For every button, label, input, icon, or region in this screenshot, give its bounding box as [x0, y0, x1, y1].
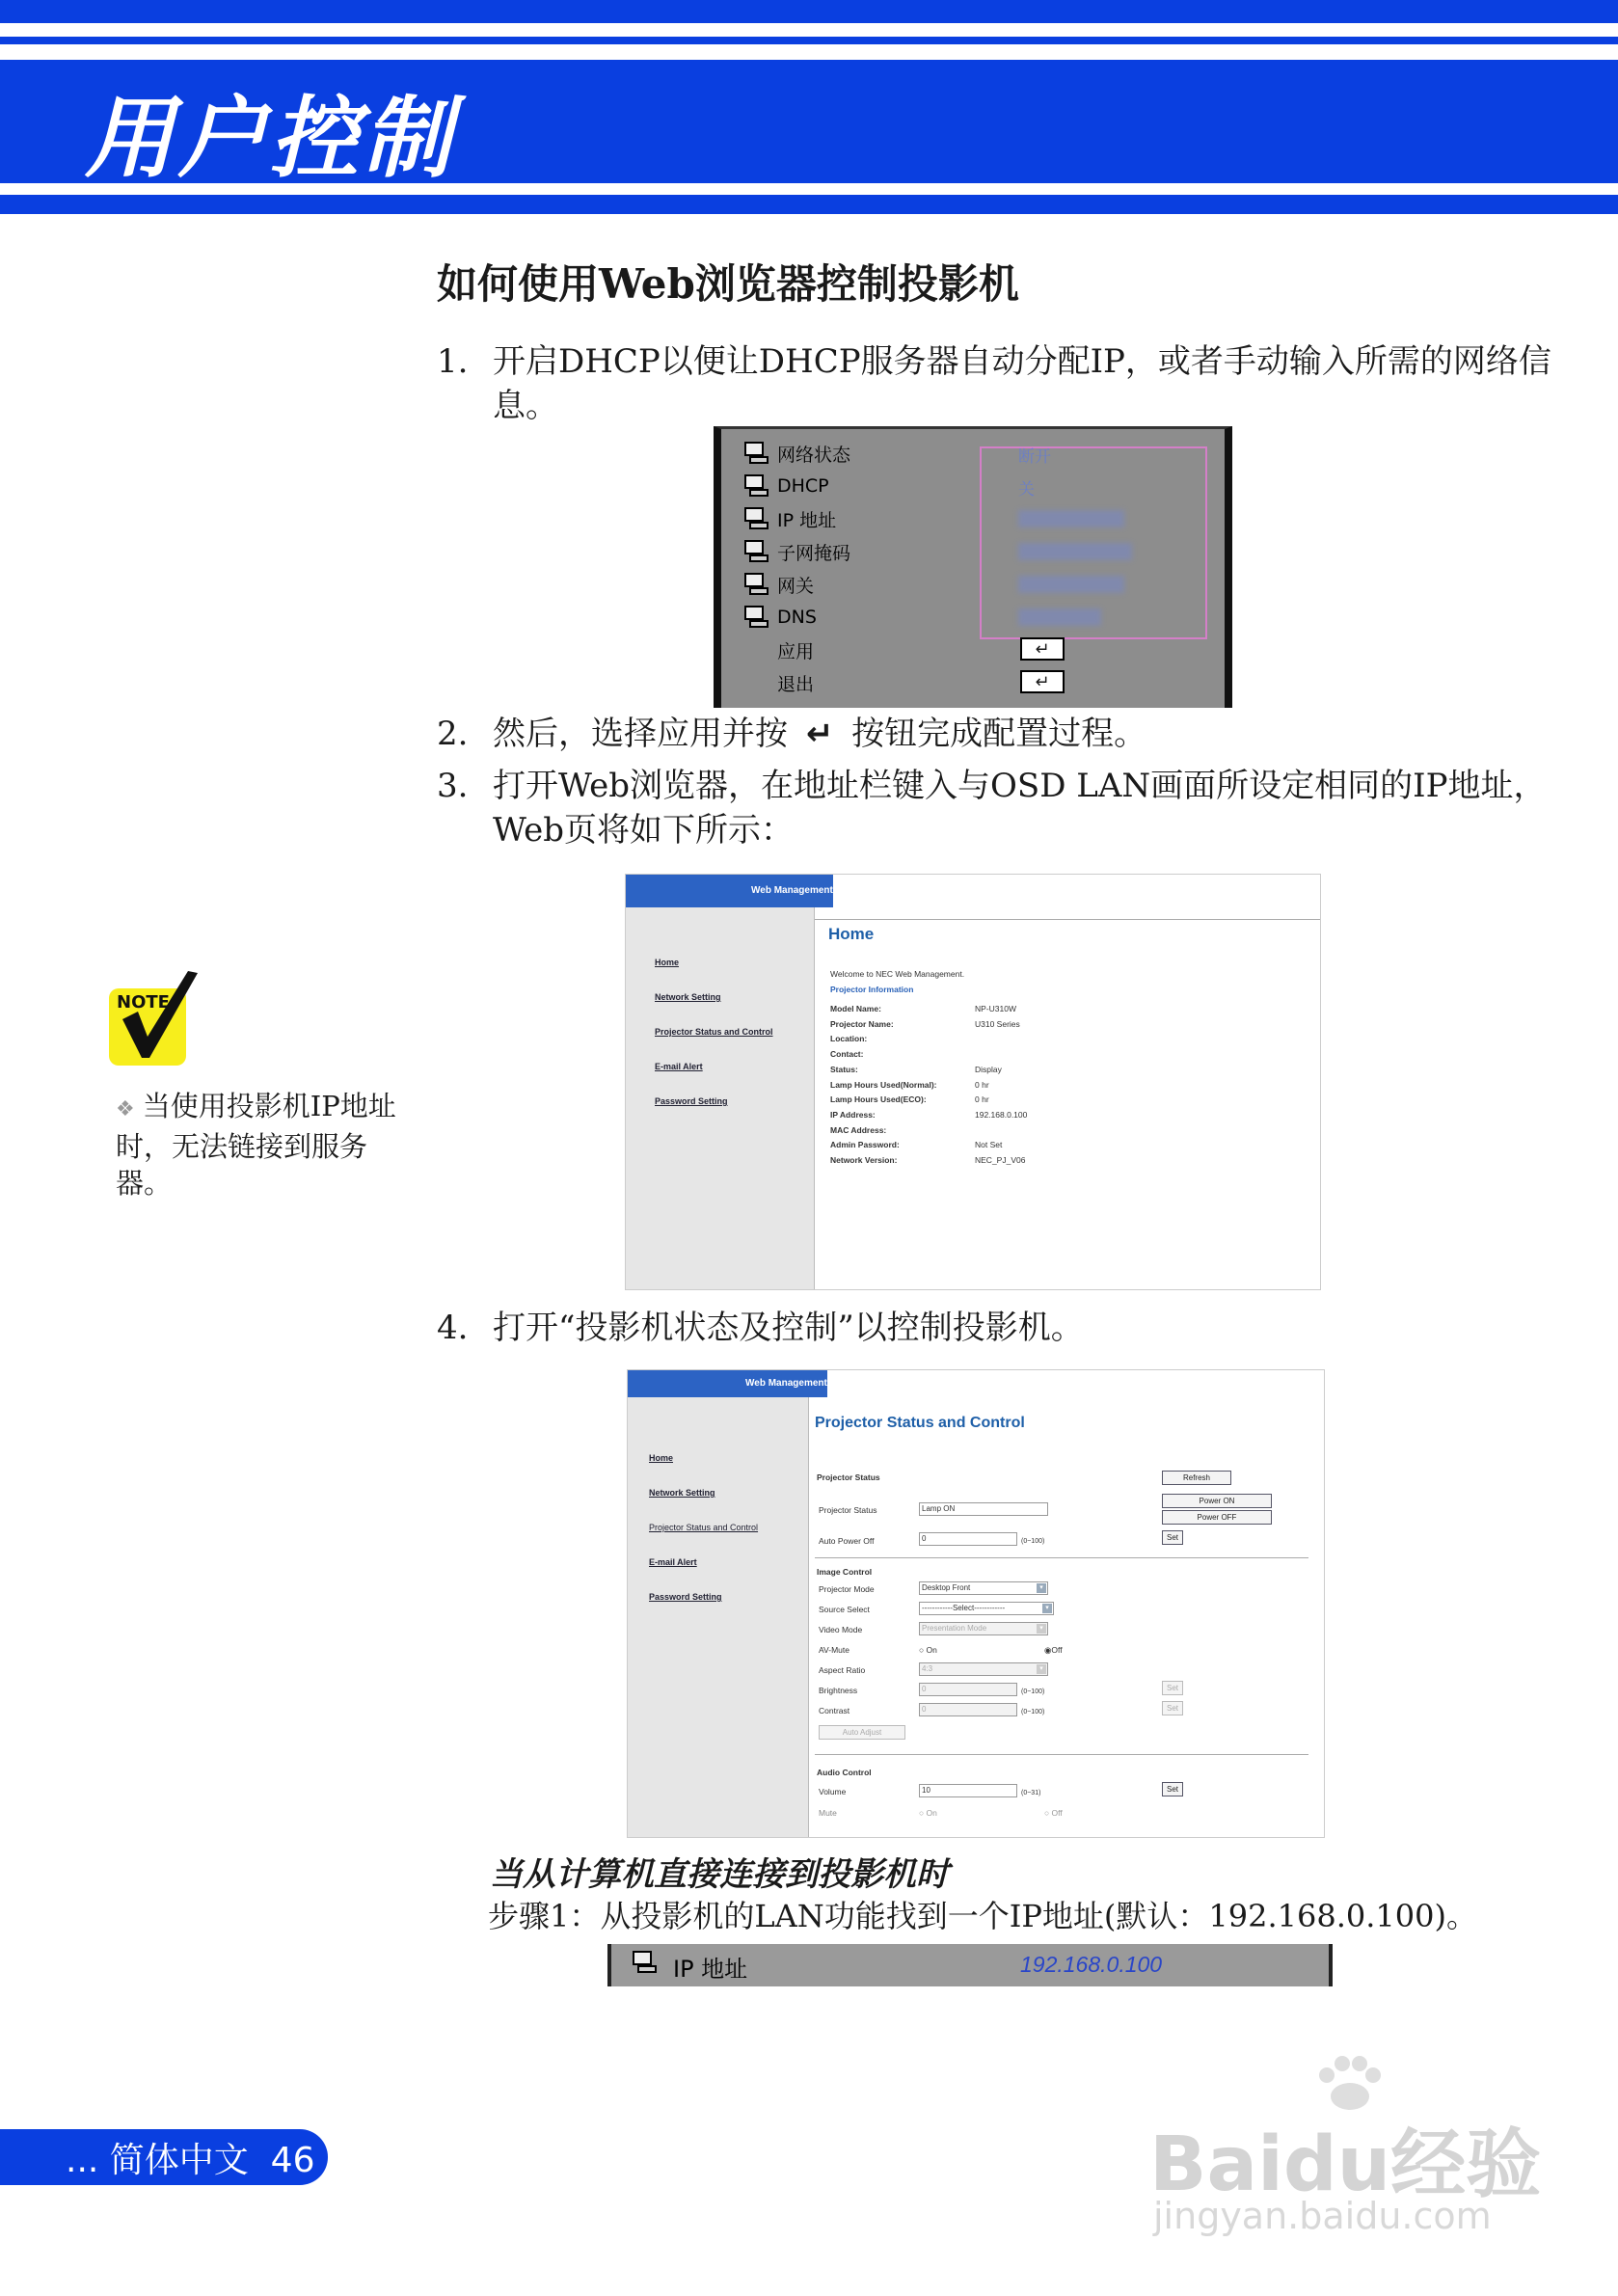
audio-section-header: Audio Control	[817, 1768, 872, 1777]
osd-lan-menu	[714, 426, 1232, 708]
step-text: 打开“投影机状态及控制”以控制投影机。	[493, 1309, 1084, 1347]
info-value: U310 Series	[975, 1018, 1020, 1029]
network-icon	[742, 473, 771, 499]
network-icon	[742, 605, 771, 630]
info-value: Display	[975, 1064, 1002, 1074]
osd-blurred-ip	[1018, 510, 1124, 527]
nav-email-alert[interactable]: E-mail Alert	[655, 1062, 703, 1071]
page-number: 46	[270, 2141, 315, 2180]
info-label: Model Name:	[830, 1004, 881, 1013]
brightness-label: Brightness	[819, 1686, 858, 1695]
baidu-logo-text: Baidu经验	[1149, 2121, 1542, 2208]
info-label: IP Address:	[830, 1109, 876, 1120]
note-text: ❖ 当使用投影机IP地址时，无法链接到服务器。	[116, 1090, 396, 1200]
divider	[815, 1754, 1308, 1755]
network-icon	[742, 506, 771, 531]
aspect-ratio-select[interactable]: 4:3 ▾	[919, 1662, 1048, 1676]
step-1	[437, 339, 1575, 428]
nav-projector-status[interactable]: Projector Status and Control	[655, 1027, 773, 1037]
footer-page-label: ... 简体中文 46	[66, 2141, 315, 2180]
nav-home[interactable]: Home	[649, 1453, 674, 1463]
aspect-ratio-label: Aspect Ratio	[819, 1665, 866, 1675]
enter-key-icon: ↵	[805, 715, 834, 753]
nav-password-setting[interactable]: Password Setting	[649, 1592, 722, 1602]
volume-range: (0~31)	[1021, 1790, 1041, 1796]
info-value: 0 hr	[975, 1079, 989, 1090]
nav-network-setting[interactable]: Network Setting	[649, 1488, 715, 1498]
radio-icon: ○	[919, 1808, 927, 1818]
chevron-down-icon: ▾	[1037, 1583, 1046, 1593]
chevron-down-icon: ▾	[1037, 1664, 1046, 1674]
osd-row-dns: DNS	[742, 603, 817, 632]
av-mute-on-radio[interactable]: ○ On	[919, 1645, 937, 1655]
projector-mode-select[interactable]: Desktop Front ▾	[919, 1581, 1048, 1595]
diamond-bullet-icon: ❖	[116, 1097, 135, 1121]
info-label: Projector Name:	[830, 1018, 894, 1029]
osd-apply-enter-button[interactable]	[1020, 637, 1065, 661]
step-text: 开启DHCP以便让DHCP服务器自动分配IP，或者手动输入所需的网络信息。	[493, 342, 1551, 425]
projector-status-field: Lamp ON	[919, 1502, 1048, 1516]
nav-home[interactable]: Home	[655, 958, 680, 967]
info-value: Not Set	[975, 1140, 1003, 1150]
enter-icon: ↵	[1035, 671, 1050, 692]
section-title: 如何使用Web浏览器控制投影机	[437, 260, 1019, 308]
step-number: 1.	[437, 342, 469, 381]
osd-row-exit: 退出	[777, 673, 815, 695]
brightness-input[interactable]: 0	[919, 1683, 1017, 1696]
volume-input[interactable]: 10	[919, 1784, 1017, 1797]
info-label: Location:	[830, 1034, 868, 1044]
enter-icon: ↵	[1035, 638, 1050, 660]
brightness-range: (0~100)	[1021, 1688, 1045, 1695]
welcome-text: Welcome to NEC Web Management.	[830, 969, 965, 979]
osd-row-dhcp: DHCP	[742, 472, 829, 500]
web-home-screenshot	[625, 874, 1321, 1290]
auto-power-range: (0~100)	[1021, 1538, 1045, 1545]
mute-label: Mute	[819, 1808, 837, 1818]
brightness-set-button[interactable]: Set	[1162, 1681, 1183, 1695]
contrast-input[interactable]: 0	[919, 1703, 1017, 1716]
refresh-button[interactable]: Refresh	[1162, 1471, 1231, 1485]
radio-icon: ○	[1044, 1808, 1052, 1818]
web-page-title: Projector Status and Control	[815, 1415, 1025, 1431]
network-icon	[742, 572, 771, 597]
chevron-down-icon: ▾	[1037, 1624, 1046, 1634]
osd-row-ip: IP 地址	[742, 504, 836, 533]
step-2	[437, 712, 1575, 756]
mute-off-radio[interactable]: ○ Off	[1044, 1808, 1063, 1818]
divider	[815, 919, 1320, 920]
info-value: NP-U310W	[975, 1004, 1016, 1013]
contrast-range: (0~100)	[1021, 1709, 1045, 1715]
auto-power-off-label: Auto Power Off	[819, 1536, 875, 1546]
nav-projector-status[interactable]: Projector Status and Control	[649, 1523, 759, 1532]
info-label: Lamp Hours Used(Normal):	[830, 1079, 937, 1090]
step-3	[437, 764, 1575, 852]
network-icon	[742, 441, 771, 466]
web-sidebar	[628, 1397, 809, 1837]
info-label: Network Version:	[830, 1155, 898, 1165]
info-label: Admin Password:	[830, 1140, 900, 1150]
header-bottom-stripe	[0, 195, 1618, 214]
contrast-label: Contrast	[819, 1706, 850, 1715]
video-mode-select[interactable]: Presentation Mode ▾	[919, 1622, 1048, 1635]
direct-connection-heading: 当从计算机直接连接到投影机时	[490, 1855, 949, 1894]
step-number: 2.	[437, 715, 469, 753]
divider	[815, 1557, 1308, 1558]
info-label: Status:	[830, 1064, 858, 1074]
header-thin-stripe	[0, 37, 1618, 44]
nav-email-alert[interactable]: E-mail Alert	[649, 1557, 697, 1567]
mute-on-radio[interactable]: ○ On	[919, 1808, 937, 1818]
radio-icon: ○	[919, 1645, 927, 1655]
svg-text:NOTE: NOTE	[117, 992, 170, 1013]
ip-value: 192.168.0.100	[1020, 1952, 1163, 1977]
volume-label: Volume	[819, 1787, 847, 1796]
web-banner: Web Management	[626, 875, 833, 907]
status-section-header: Projector Status	[817, 1472, 880, 1482]
info-label: Lamp Hours Used(ECO):	[830, 1094, 927, 1105]
step-4	[437, 1306, 1575, 1350]
power-on-button[interactable]: Power ON	[1162, 1494, 1272, 1508]
chevron-down-icon: ▾	[1042, 1604, 1052, 1613]
osd-blurred-dns	[1018, 608, 1101, 626]
osd-blurred-gateway	[1018, 576, 1124, 593]
osd-ip-bar	[607, 1944, 1333, 1986]
info-value: NEC_PJ_V06	[975, 1155, 1026, 1165]
web-banner: Web Management	[628, 1370, 827, 1397]
source-select-label: Source Select	[819, 1605, 870, 1614]
header-top-stripe	[0, 0, 1618, 23]
osd-blurred-subnet	[1018, 543, 1132, 560]
auto-power-set-button[interactable]: Set	[1162, 1530, 1183, 1545]
step-number: 4.	[437, 1309, 469, 1347]
osd-value-network-status: 断开	[1018, 447, 1051, 467]
nav-network-setting[interactable]: Network Setting	[655, 992, 721, 1002]
web-page-title: Home	[828, 925, 875, 943]
ip-label: IP 地址	[673, 1956, 748, 1983]
osd-row-subnet: 子网掩码	[742, 537, 850, 566]
auto-adjust-button[interactable]: Auto Adjust	[819, 1725, 905, 1740]
projector-mode-label: Projector Mode	[819, 1584, 875, 1594]
av-mute-off-radio[interactable]: ◉Off	[1044, 1645, 1063, 1655]
av-mute-label: AV-Mute	[819, 1645, 849, 1655]
info-label: MAC Address:	[830, 1124, 887, 1135]
web-status-screenshot	[627, 1369, 1325, 1838]
direct-step-1: 步骤1：从投影机的LAN功能找到一个IP地址(默认：192.168.0.100)。	[488, 1898, 1477, 1934]
info-header: Projector Information	[830, 985, 914, 994]
osd-value-dhcp: 关	[1018, 480, 1035, 500]
osd-row-gateway: 网关	[742, 570, 814, 599]
step-text: 打开Web浏览器，在地址栏键入与OSD LAN画面所设定相同的IP地址，Web页将如下所示：	[493, 767, 1547, 850]
info-value: 0 hr	[975, 1094, 989, 1105]
auto-power-off-input[interactable]: 0	[919, 1532, 1017, 1546]
volume-set-button[interactable]: Set	[1162, 1782, 1183, 1796]
info-label: Contact:	[830, 1049, 864, 1060]
osd-row-network-status: 网络状态	[742, 439, 850, 468]
step-text: 然后，选择应用并按 ↵ 按钮完成配置过程。	[493, 712, 1573, 756]
paw-icon	[1311, 2054, 1389, 2112]
projector-status-label: Projector Status	[819, 1505, 877, 1515]
network-icon	[742, 539, 771, 564]
page-title: 用户控制	[85, 87, 456, 190]
osd-row-apply: 应用	[777, 640, 815, 662]
osd-exit-enter-button[interactable]	[1020, 670, 1065, 693]
radio-selected-icon: ◉	[1044, 1645, 1052, 1655]
baidu-url: jingyan.baidu.com	[1153, 2195, 1492, 2237]
video-mode-label: Video Mode	[819, 1625, 863, 1634]
info-value: 192.168.0.100	[975, 1109, 1028, 1120]
contrast-set-button[interactable]: Set	[1162, 1701, 1183, 1715]
source-select[interactable]: ------------Select------------ ▾	[919, 1602, 1054, 1615]
power-off-button[interactable]: Power OFF	[1162, 1510, 1272, 1525]
nav-password-setting[interactable]: Password Setting	[655, 1096, 728, 1106]
web-sidebar	[626, 907, 815, 1289]
step-number: 3.	[437, 767, 469, 805]
network-icon	[631, 1950, 660, 1975]
note-icon	[109, 969, 198, 1066]
image-section-header: Image Control	[817, 1567, 873, 1577]
